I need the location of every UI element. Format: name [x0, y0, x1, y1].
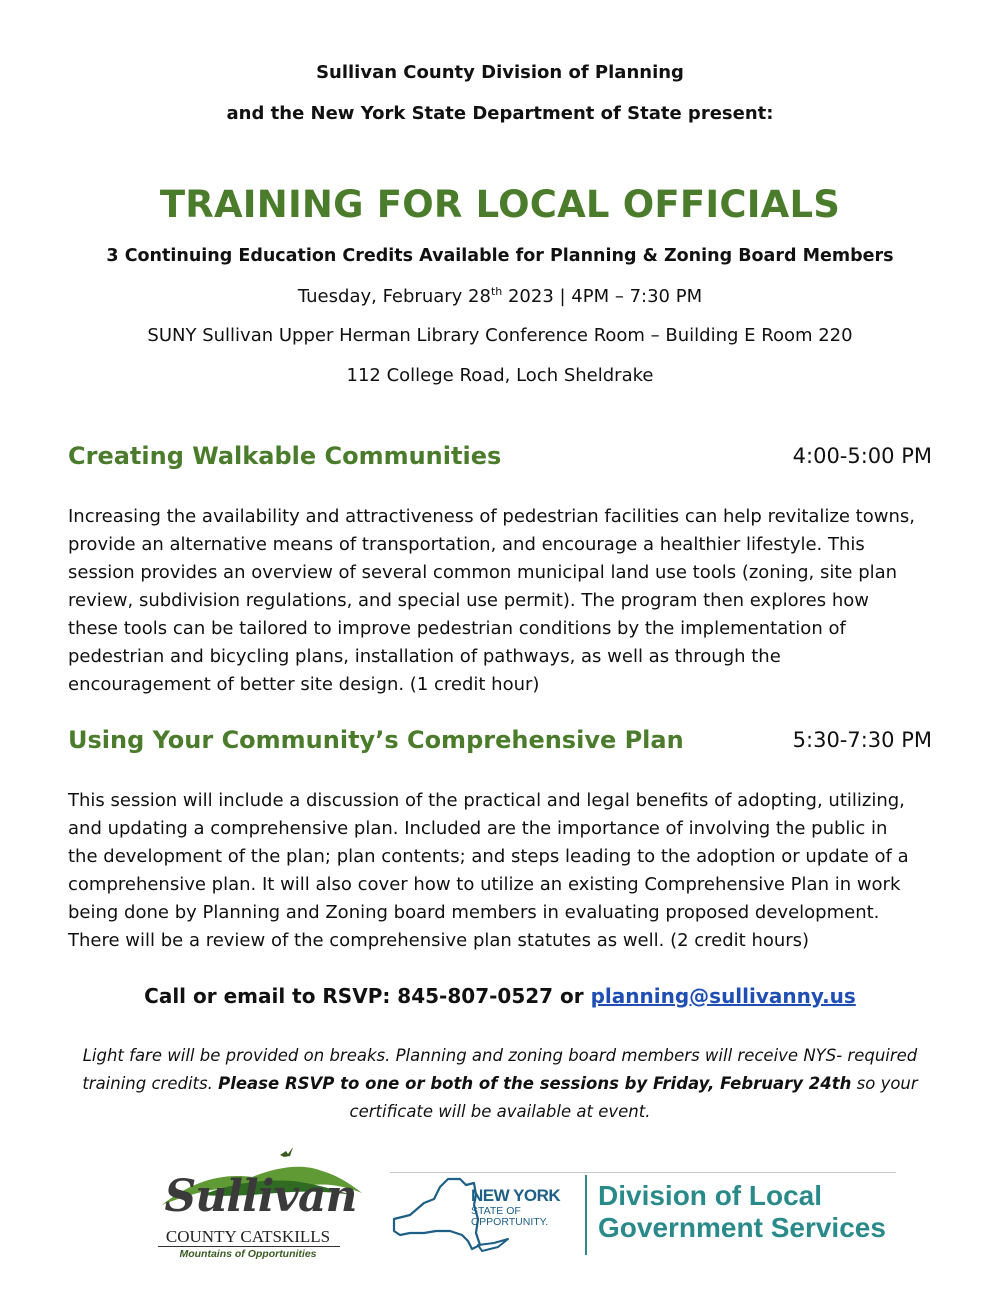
note-line-3: certificate will be available at event. — [349, 1102, 651, 1121]
division-line-2: Government Services — [598, 1212, 886, 1243]
session-2-title: Using Your Community’s Comprehensive Plan — [68, 726, 684, 754]
divider — [585, 1175, 587, 1255]
event-location: SUNY Sullivan Upper Herman Library Conference Room – Building E Room 220 — [147, 325, 853, 346]
session-1-line: session provides an overview of several common municipal land use tools (zoning, site plan — [68, 562, 898, 583]
note-line-1: Light fare will be provided on breaks. Planning and zoning board members will receive NYS- required — [82, 1046, 918, 1065]
session-2-line: There will be a review of the comprehensive plan statutes as well. (2 credit hours) — [68, 930, 810, 951]
header-line-1: Sullivan County Division of Planning — [316, 62, 684, 83]
session-1-line: these tools can be tailored to improve pedestrian conditions by the implementation of — [68, 618, 846, 639]
rsvp-text: Call or email to RSVP: 845-807-0527 or — [144, 984, 591, 1008]
rsvp-line — [0, 984, 1000, 1008]
rsvp-email-link[interactable]: planning@sullivanny.us — [590, 984, 856, 1008]
session-1-line: Increasing the availability and attractiveness of pedestrian facilities can help revitalize towns, — [68, 506, 915, 527]
session-2-line: This session will include a discussion of the practical and legal benefits of adopting, utilizing, — [68, 790, 905, 811]
session-2-line: comprehensive plan. It will also cover how to utilize an existing Comprehensive Plan in work — [68, 874, 901, 895]
event-date-sup: th — [490, 285, 503, 298]
session-1-time: 4:00-5:00 PM — [792, 444, 932, 468]
session-1-line: encouragement of better site design. (1 credit hour) — [68, 674, 540, 695]
session-1-description — [68, 503, 936, 699]
event-date-prefix: Tuesday, February 28 — [297, 286, 491, 307]
session-1-line: review, subdivision regulations, and special use permit). The program then explores how — [68, 590, 869, 611]
event-address: 112 College Road, Loch Sheldrake — [346, 365, 654, 386]
session-2-line: and updating a comprehensive plan. Included are the importance of involving the public in — [68, 818, 888, 839]
event-date — [0, 285, 1000, 307]
sullivan-tagline: Mountains of Opportunities — [179, 1248, 317, 1260]
note-line-2-b: so your — [851, 1074, 918, 1093]
session-1-line: pedestrian and bicycling plans, installation of pathways, as well as through the — [68, 646, 781, 667]
session-2-line: the development of the plan; plan contents; and steps leading to the adoption or update of a — [68, 846, 909, 867]
session-2-description — [68, 787, 936, 955]
sullivan-county-logo — [152, 1143, 367, 1273]
credits-subtitle: 3 Continuing Education Credits Available for Planning & Zoning Board Members — [106, 246, 894, 266]
event-date-suffix: 2023 | 4PM – 7:30 PM — [502, 286, 703, 307]
division-line-1: Division of Local — [598, 1180, 823, 1211]
nys-state-of: STATE OF — [471, 1205, 521, 1217]
session-1-title: Creating Walkable Communities — [68, 442, 502, 470]
session-1-line: provide an alternative means of transportation, and encourage a healthier lifestyle. This — [68, 534, 865, 555]
divider — [158, 1246, 340, 1247]
nys-state-of-opportunity — [471, 1206, 548, 1228]
note-line-2 — [60, 1070, 940, 1098]
header-line-2: and the New York State Department of State present: — [226, 103, 774, 124]
page-title: TRAINING FOR LOCAL OFFICIALS — [159, 183, 841, 226]
session-2-time: 5:30-7:30 PM — [792, 728, 932, 752]
sullivan-county-text: COUNTY CATSKILLS — [165, 1227, 331, 1246]
nys-new-york: NEW YORK — [471, 1186, 561, 1205]
note-line-2-a: training credits. — [82, 1074, 219, 1093]
division-of-local-government-services — [598, 1180, 886, 1244]
rsvp-note — [60, 1042, 940, 1126]
note-line-2-bold: Please RSVP to one or both of the sessions by Friday, February 24th — [218, 1074, 852, 1093]
nys-opportunity: OPPORTUNITY. — [471, 1216, 549, 1228]
sullivan-wordmark: Sullivan — [164, 1171, 357, 1222]
session-2-line: being done by Planning and Zoning board members in evaluating proposed development. — [68, 902, 880, 923]
